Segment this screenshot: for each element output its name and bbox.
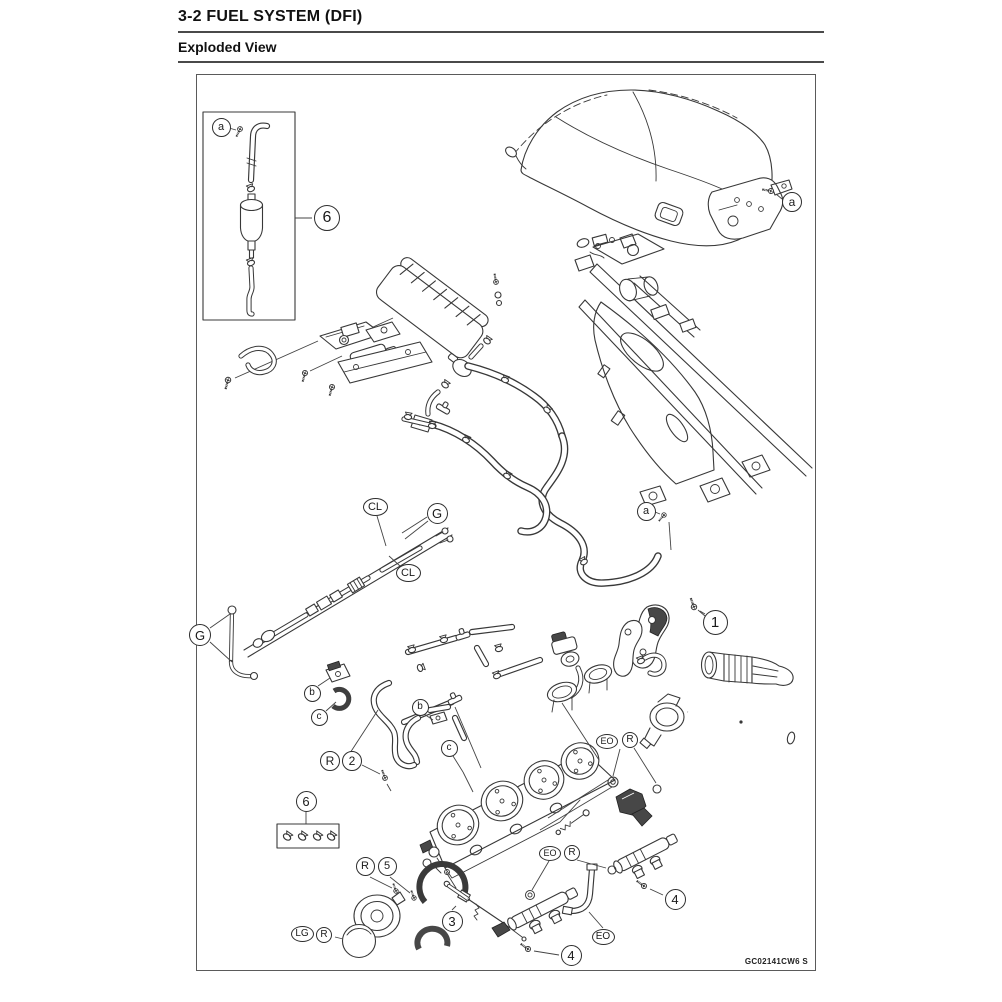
callout-label: a bbox=[642, 504, 650, 517]
air-valve-assembly bbox=[223, 322, 432, 396]
callout-label: CL bbox=[367, 500, 383, 513]
mid-screw-a bbox=[655, 512, 671, 550]
callout-label: EO bbox=[543, 847, 557, 858]
callout-label: 1 bbox=[710, 613, 720, 631]
callout-label: c bbox=[316, 711, 322, 722]
rear-subframe bbox=[575, 234, 812, 506]
callout-label: EO bbox=[595, 931, 611, 942]
callout-label: 6 bbox=[302, 793, 310, 809]
throttle-cables bbox=[210, 516, 453, 680]
air-pressure-sensor bbox=[549, 629, 581, 669]
callout-label: EO bbox=[600, 735, 614, 746]
callout-label: 6 bbox=[322, 209, 332, 226]
callout-label: R bbox=[325, 754, 335, 768]
callout-label: CL bbox=[400, 566, 416, 579]
clamp-box bbox=[277, 812, 339, 848]
callout-label: 2 bbox=[348, 754, 356, 768]
callout-label: R bbox=[626, 734, 634, 745]
vacuum-hose-manifold bbox=[326, 627, 664, 766]
breather-hoses bbox=[404, 366, 658, 583]
callout-label: R bbox=[568, 847, 576, 858]
throttle-bores bbox=[430, 736, 605, 852]
callout-label: a bbox=[217, 120, 225, 133]
page-title: 3-2 FUEL SYSTEM (DFI) bbox=[178, 8, 363, 25]
idle-sensor-seals bbox=[608, 748, 661, 826]
callout-label: b bbox=[309, 687, 315, 698]
callout-label: b bbox=[417, 701, 423, 712]
grip bbox=[702, 652, 794, 685]
figure-code: GC02141CW6 S bbox=[744, 957, 808, 966]
callout-label: c bbox=[446, 742, 452, 753]
callout-label: a bbox=[788, 195, 796, 209]
pipe-screw-2 bbox=[362, 765, 391, 791]
callout-label: G bbox=[431, 505, 443, 521]
fuel-pipe bbox=[443, 880, 526, 941]
section-heading: Exploded View bbox=[178, 39, 277, 55]
callout-label: G bbox=[194, 627, 206, 643]
callout-label: LG bbox=[295, 928, 309, 939]
inset-fuel-filter-box bbox=[203, 112, 312, 320]
throttle-grip-assembly bbox=[614, 597, 796, 748]
callout-label: 3 bbox=[448, 913, 456, 929]
callout-label: 5 bbox=[383, 859, 391, 872]
callout-label: R bbox=[320, 929, 328, 940]
callout-label: 4 bbox=[567, 947, 575, 963]
handlebar bbox=[640, 694, 796, 749]
callout-label: 4 bbox=[671, 891, 679, 907]
tank-bracket bbox=[708, 178, 792, 239]
callout-label: R bbox=[361, 859, 369, 872]
